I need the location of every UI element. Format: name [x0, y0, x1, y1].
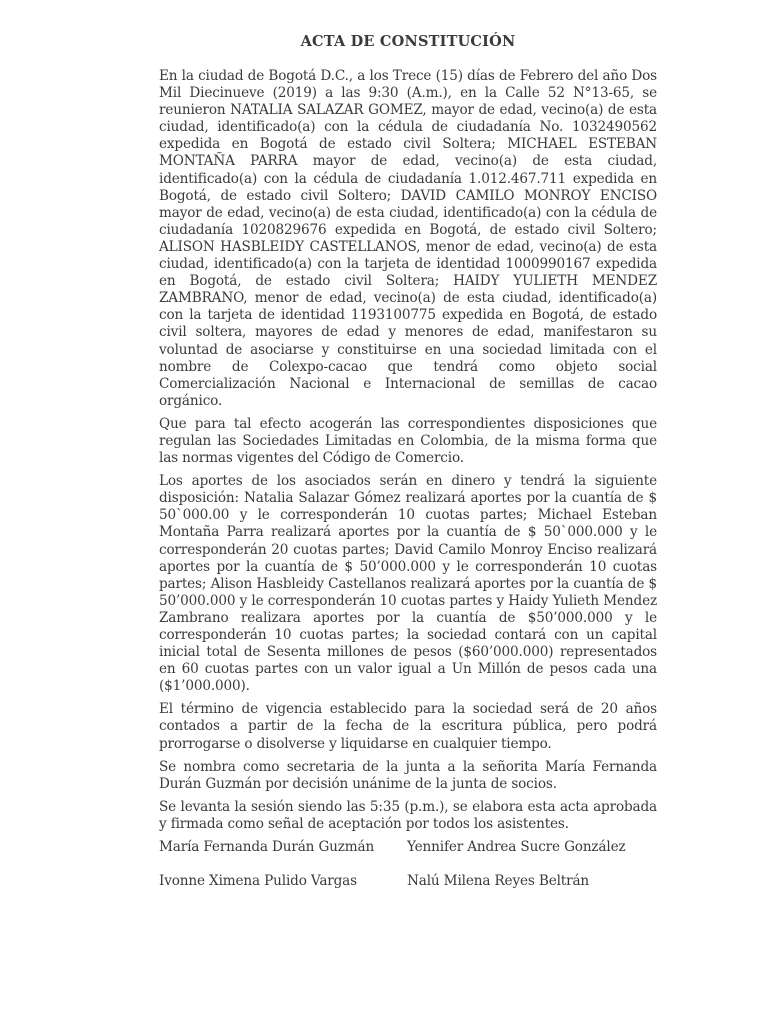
paragraph-regulations: Que para tal efecto acogerán las correspondientes disposiciones que regulan las Sociedades Limitadas en Colombia, de la misma forma que las normas vigentes del Código de Comercio. — [159, 415, 657, 467]
signature-block — [159, 839, 657, 890]
paragraph-constitution: En la ciudad de Bogotá D.C., a los Trece (15) días de Febrero del año Dos Mil Diecinueve (2019) a las 9:30 (A.m.), en la Calle 52 N°13-65, se reunieron NATALIA SALAZAR GOMEZ, mayor de edad, vecino(a) de esta ciudad, identificado(a) con la cédula de ciudadanía No. 1032490562 expedida en Bogotá de estado civil Soltera; MICHAEL ESTEBAN MONTAÑA PARRA mayor de edad, vecino(a) de esta ciudad, identificado(a) con la cédula de ciudadanía 1.012.467.711 expedida en Bogotá, de estado civil Soltero; DAVID CAMILO MONROY ENCISO mayor de edad, vecino(a) de esta ciudad, identificado(a) con la cédula de ciudadanía 1020829676 expedida en Bogotá, de estado civil Soltero; ALISON HASBLEIDY CASTELLANOS, menor de edad, vecino(a) de esta ciudad, identificado(a) con la tarjeta de identidad 1000990167 expedida en Bogotá, de estado civil Soltera; HAIDY YULIETH MENDEZ ZAMBRANO, menor de edad, vecino(a) de esta ciudad, identificado(a) con la tarjeta de identidad 1193100775 expedida en Bogotá, de estado civil soltera, mayores de edad y menores de edad, manifestaron su voluntad de asociarse y constituirse en una sociedad limitada con el nombre de Colexpo-cacao que tendrá como objeto social Comercialización Nacional e Internacional de semillas de cacao orgánico. — [159, 68, 657, 409]
paragraph-closing: Se levanta la sesión siendo las 5:35 (p.m.), se elabora esta acta aprobada y firmada como señal de aceptación por todos los asistentes. — [159, 798, 657, 832]
signature-name: María Fernanda Durán Guzmán — [159, 839, 375, 856]
paragraph-term: El término de vigencia establecido para la sociedad será de 20 años contados a partir de la fecha de la escritura pública, pero podrá prorrogarse o disolverse y liquidarse en cualquier tiempo. — [159, 701, 657, 752]
signature-name: Nalú Milena Reyes Beltrán — [407, 873, 590, 890]
signature-row — [159, 873, 657, 890]
paragraph-secretary: Se nombra como secretaria de la junta a la señorita María Fernanda Durán Guzmán por decisión unánime de la junta de socios. — [159, 758, 657, 792]
signature-row — [159, 839, 657, 856]
document-title: ACTA DE CONSTITUCIÓN — [300, 33, 516, 50]
document-page — [159, 30, 657, 907]
paragraph-contributions: Los aportes de los asociados serán en dinero y tendrá la siguiente disposición: Natalia Salazar Gómez realizará aportes por la cuantía de $ 50`000.00 y le corresponderán 10 cuotas partes; Michael Esteban Montaña Parra realizará aportes por la cuantía de $ 50`000.000 y le corresponderán 20 cuotas partes; David Camilo Monroy Enciso realizará aportes por la cuantía de $ 50’000.000 y le corresponderán 10 cuotas partes; Alison Hasbleidy Castellanos realizará aportes por la cuantía de $ 50’000.000 y le corresponderán 10 cuotas partes y Haidy Yulieth Mendez Zambrano realizara aportes por la cuantía de $50’000.000 y le corresponderán 10 cuotas partes; la sociedad contará con un capital inicial total de Sesenta millones de pesos ($60’000.000) representados en 60 cuotas partes con un valor igual a Un Millón de pesos cada una ($1’000.000). — [159, 473, 657, 695]
signature-name: Yennifer Andrea Sucre González — [407, 839, 626, 856]
signature-name: Ivonne Ximena Pulido Vargas — [159, 873, 357, 890]
